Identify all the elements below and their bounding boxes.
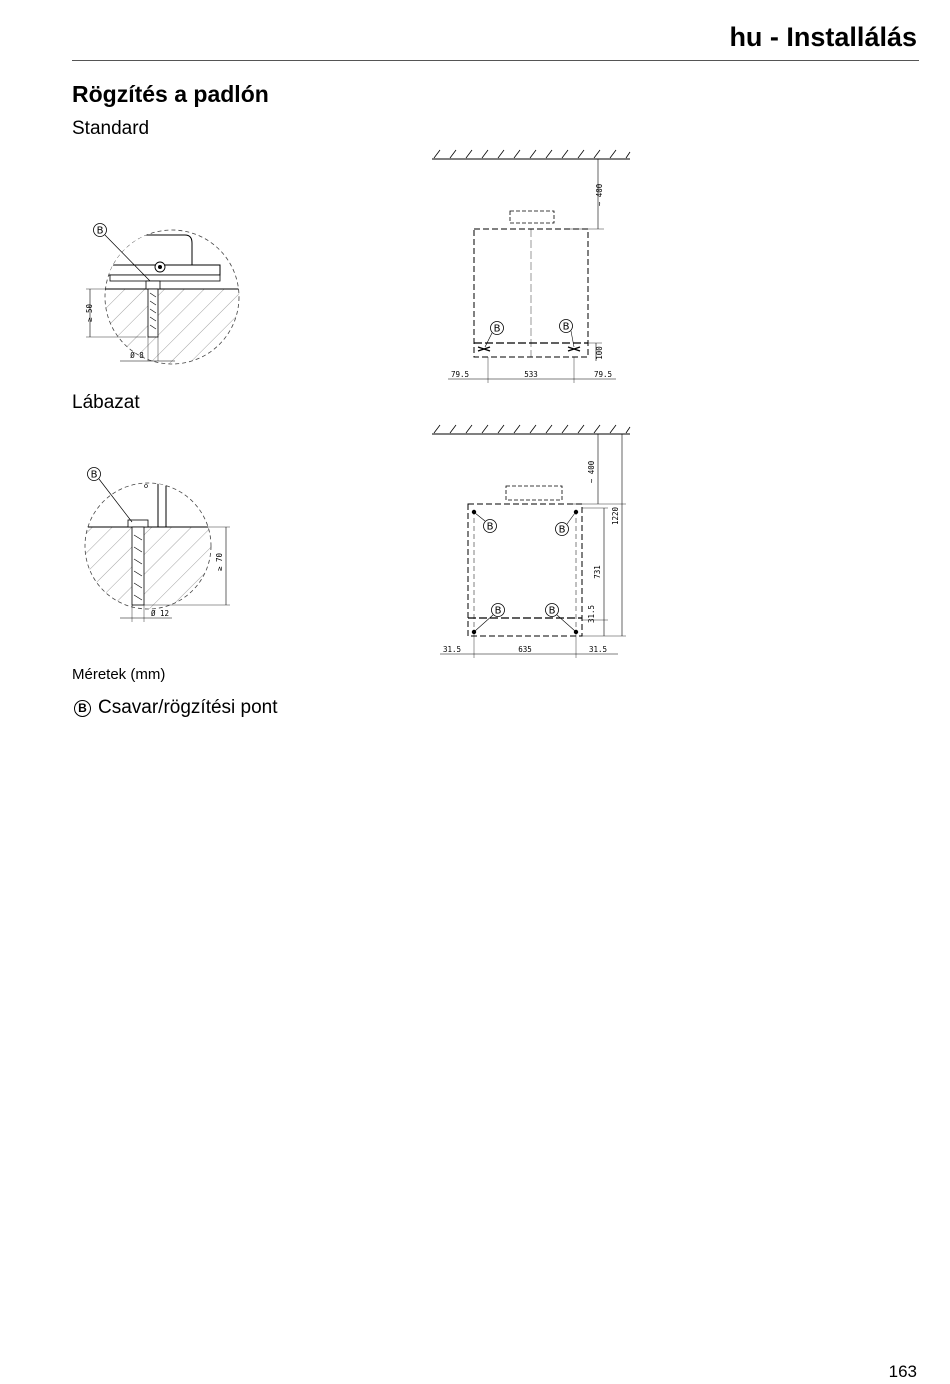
subheading-standard: Standard xyxy=(72,118,150,139)
dim-top-clearance: ~ 400 xyxy=(587,460,596,484)
dim-diameter-label: Ø 8 xyxy=(130,351,144,360)
dim-diameter-label: Ø 12 xyxy=(150,609,170,618)
marker-b-label: B xyxy=(548,605,556,617)
dim-top-clearance: ~ 400 xyxy=(595,183,604,207)
standard-plan-drawing xyxy=(428,145,638,385)
dim-left: 79.5 xyxy=(450,370,470,379)
dim-right: 31.5 xyxy=(588,645,608,654)
marker-b-label: B xyxy=(493,323,501,335)
dimensions-note: Méretek (mm) xyxy=(72,666,166,683)
dim-side-offset: 100 xyxy=(595,346,604,360)
dim-width: 533 xyxy=(524,370,538,379)
section-title: Rögzítés a padlón xyxy=(72,81,269,107)
labazat-detail-drawing xyxy=(80,460,250,630)
dim-right: 79.5 xyxy=(593,370,613,379)
legend xyxy=(72,697,278,719)
dim-left: 31.5 xyxy=(442,645,462,654)
legend-text: Csavar/rögzítési pont xyxy=(98,697,278,718)
marker-b-label: B xyxy=(96,225,104,237)
subheading-labazat: Lábazat xyxy=(72,392,140,413)
header-divider xyxy=(72,60,919,61)
labazat-plan-drawing xyxy=(428,420,638,660)
dim-height-label: ≥ 50 xyxy=(85,303,94,323)
marker-b-label: B xyxy=(486,521,494,533)
page-number: 163 xyxy=(888,1362,917,1381)
dim-width: 635 xyxy=(518,645,532,654)
marker-b-label: B xyxy=(494,605,502,617)
dim-offset: 31.5 xyxy=(587,604,596,624)
legend-marker-b: B xyxy=(74,700,91,717)
dim-height-label: ≥ 70 xyxy=(215,552,224,572)
header-title: hu - Installálás xyxy=(729,22,917,52)
marker-b-label: B xyxy=(90,469,98,481)
dim-depth: 731 xyxy=(593,565,602,579)
dim-total-height: 1220 xyxy=(611,506,620,526)
marker-b-label: B xyxy=(558,524,566,536)
standard-detail-drawing xyxy=(80,215,250,375)
marker-b-label: B xyxy=(562,321,570,333)
